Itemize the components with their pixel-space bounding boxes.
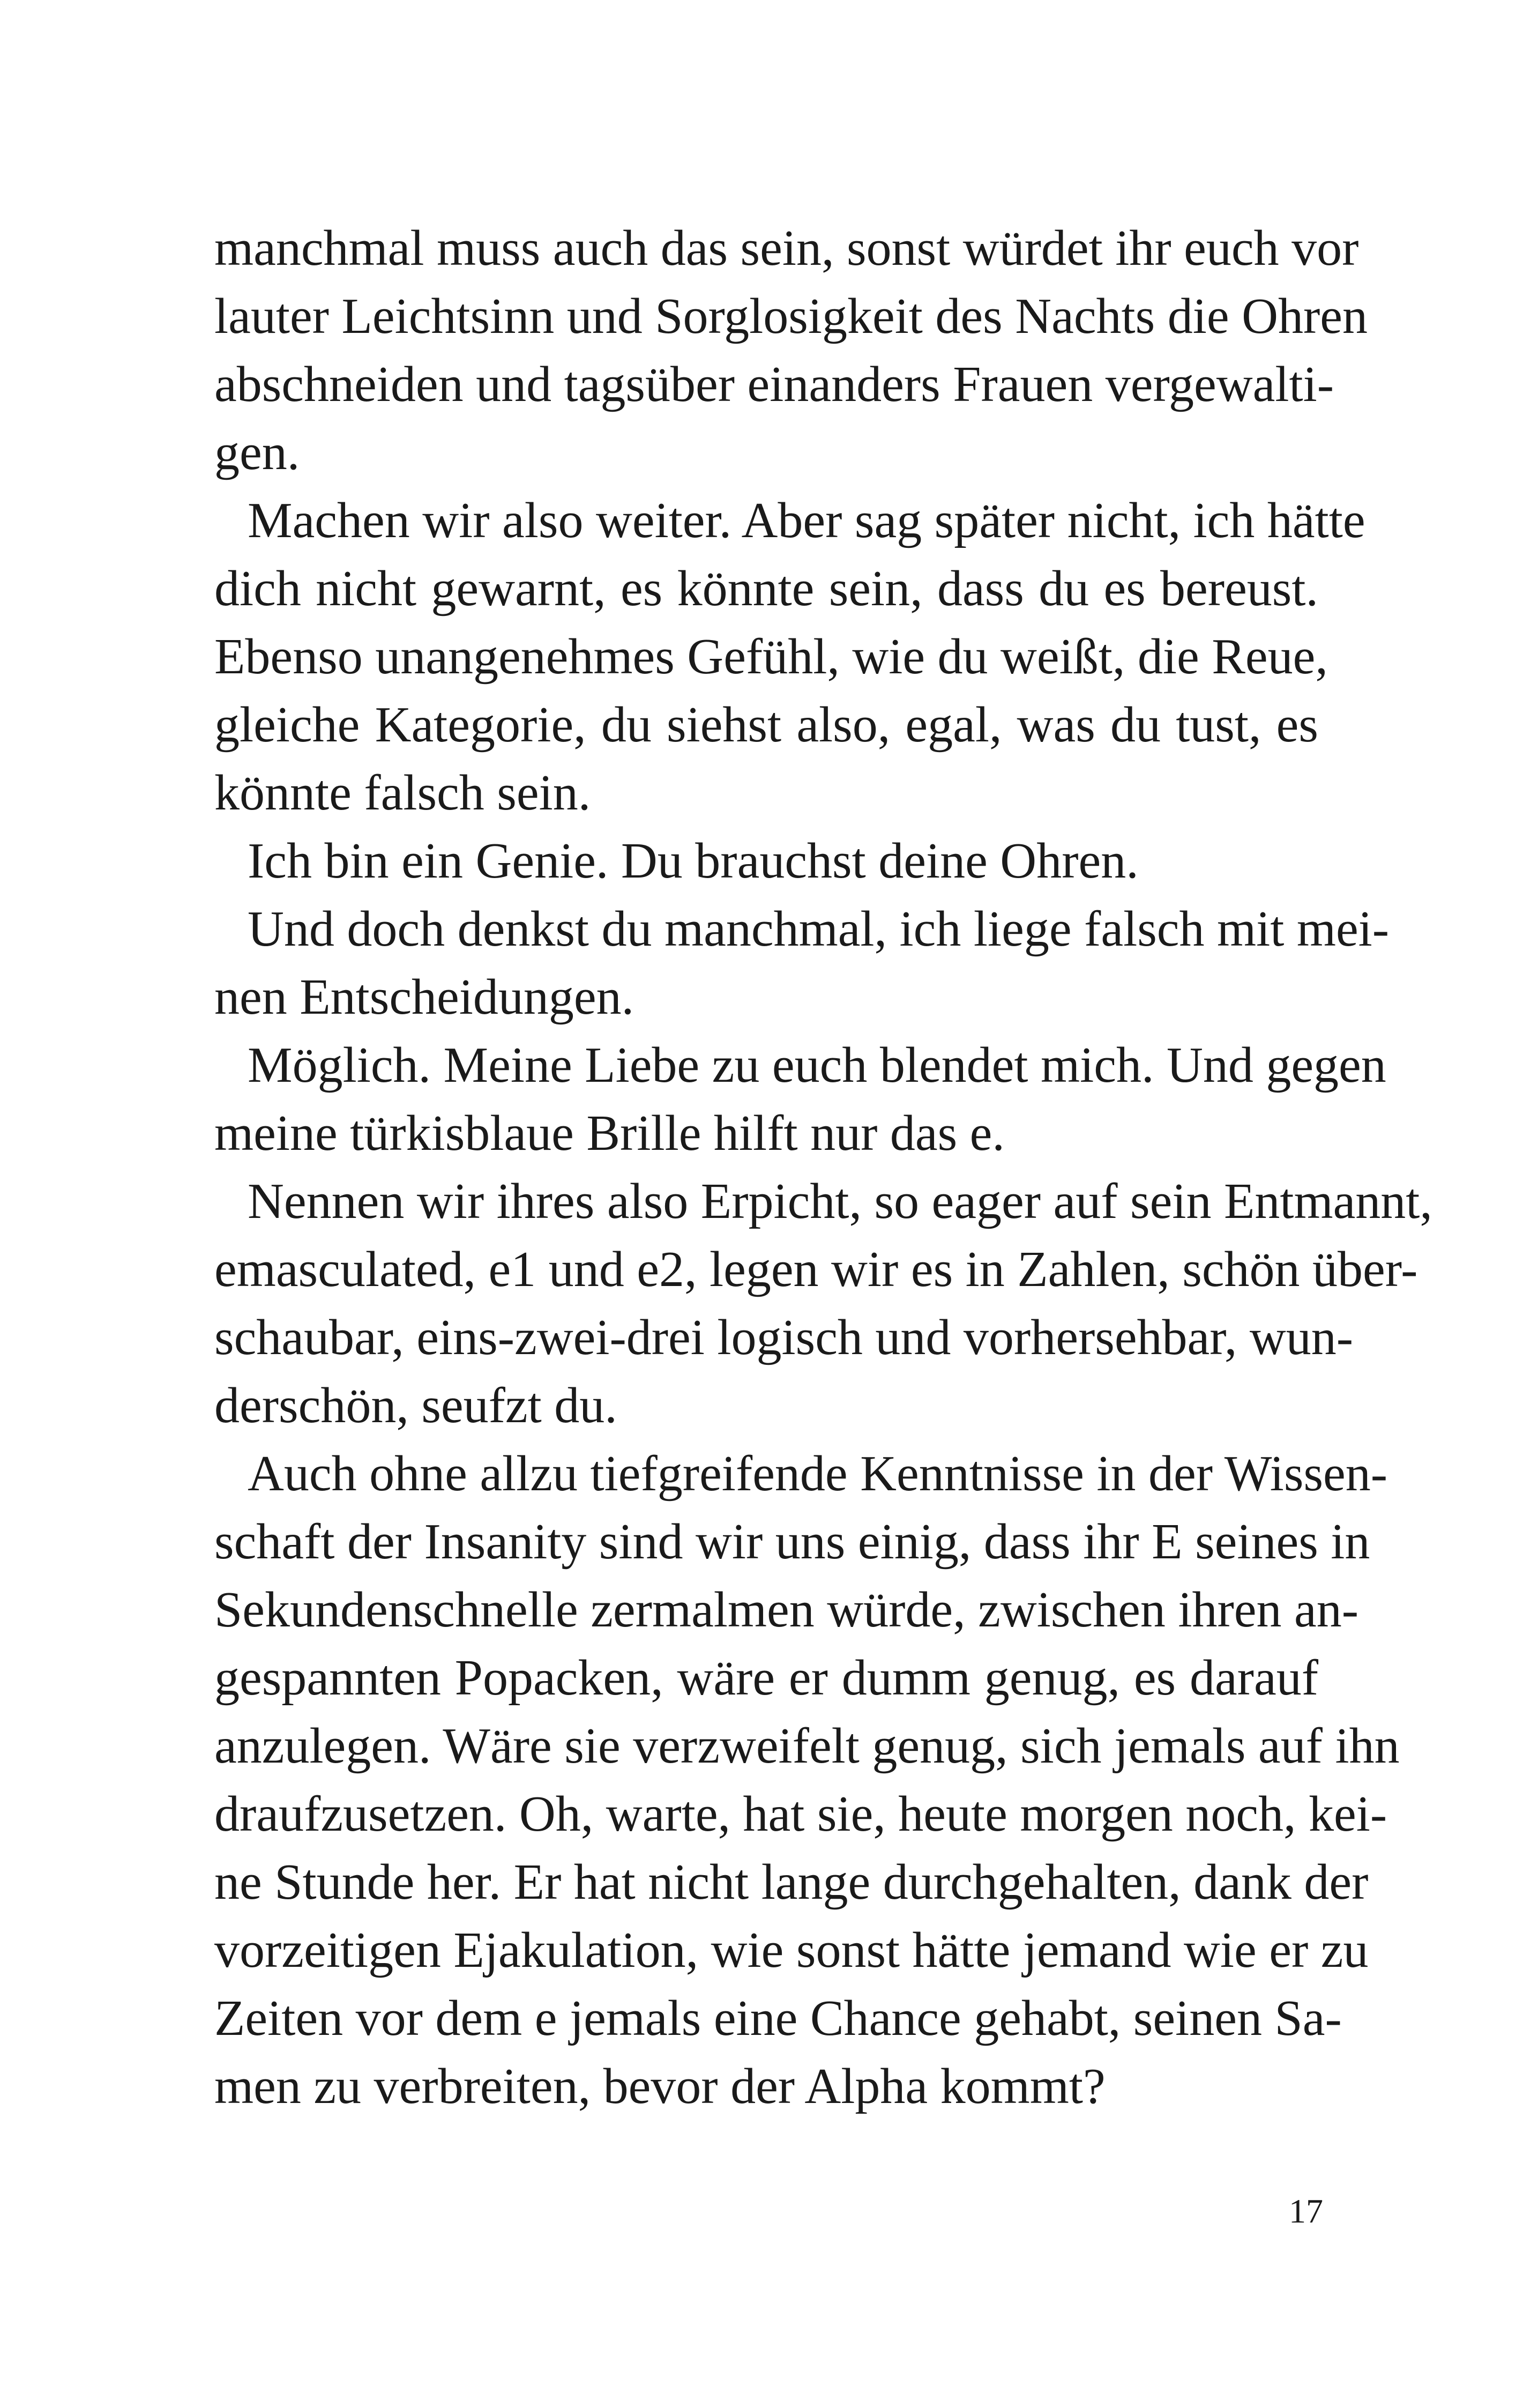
text-line: derschön, seufzt du. — [214, 1378, 617, 1433]
text-line: Nennen wir ihres also Erpicht, so eager auf sein Entmannt, — [248, 1173, 1432, 1229]
text-line: meine türkisblaue Brille hilft nur das e. — [214, 1105, 1005, 1161]
text-line: lauter Leichtsinn und Sorglosigkeit des Nachts die Ohren — [214, 288, 1368, 344]
text-line: Ebenso unangenehmes Gefühl, wie du weißt, die Reue, — [214, 629, 1328, 685]
text-line: Auch ohne allzu tiefgreifende Kenntnisse in der Wissen- — [248, 1446, 1388, 1502]
text-line: men zu verbreiten, bevor der Alpha kommt? — [214, 2058, 1106, 2114]
text-line: Ich bin ein Genie. Du brauchst deine Ohren. — [248, 833, 1139, 889]
text-line: könnte falsch sein. — [214, 765, 591, 821]
body-text — [214, 214, 1432, 2121]
text-line: Zeiten vor dem e jemals eine Chance gehabt, seinen Sa- — [214, 1990, 1342, 2046]
text-line: gleiche Kategorie, du siehst also, egal, was du tust, es — [214, 697, 1318, 753]
text-line: emasculated, e1 und e2, legen wir es in Zahlen, schön über- — [214, 1242, 1418, 1297]
text-line: Machen wir also weiter. Aber sag später nicht, ich hätte — [248, 493, 1365, 548]
text-line: Möglich. Meine Liebe zu euch blendet mich. Und gegen — [248, 1037, 1386, 1093]
text-line: schaubar, eins-zwei-drei logisch und vorhersehbar, wun- — [214, 1310, 1354, 1365]
text-line: ne Stunde her. Er hat nicht lange durchgehalten, dank der — [214, 1854, 1369, 1910]
text-line: dich nicht gewarnt, es könnte sein, dass du es bereust. — [214, 561, 1318, 616]
page-number: 17 — [1289, 2192, 1323, 2230]
text-line: anzulegen. Wäre sie verzweifelt genug, sich jemals auf ihn — [214, 1718, 1400, 1774]
text-line: draufzusetzen. Oh, warte, hat sie, heute morgen noch, kei- — [214, 1786, 1387, 1842]
text-line: Und doch denkst du manchmal, ich liege falsch mit mei- — [248, 901, 1390, 957]
text-line: gen. — [214, 425, 300, 480]
text-line: abschneiden und tagsüber einanders Frauen vergewalti- — [214, 356, 1334, 412]
text-line: Sekundenschnelle zermalmen würde, zwischen ihren an- — [214, 1582, 1359, 1638]
text-line: schaft der Insanity sind wir uns einig, dass ihr E seines in — [214, 1514, 1370, 1570]
text-line: vorzeitigen Ejakulation, wie sonst hätte jemand wie er zu — [214, 1922, 1369, 1978]
text-line: gespannten Popacken, wäre er dumm genug, es darauf — [214, 1650, 1318, 1706]
text-line: nen Entscheidungen. — [214, 969, 634, 1025]
text-line: manchmal muss auch das sein, sonst würdet ihr euch vor — [214, 220, 1359, 276]
